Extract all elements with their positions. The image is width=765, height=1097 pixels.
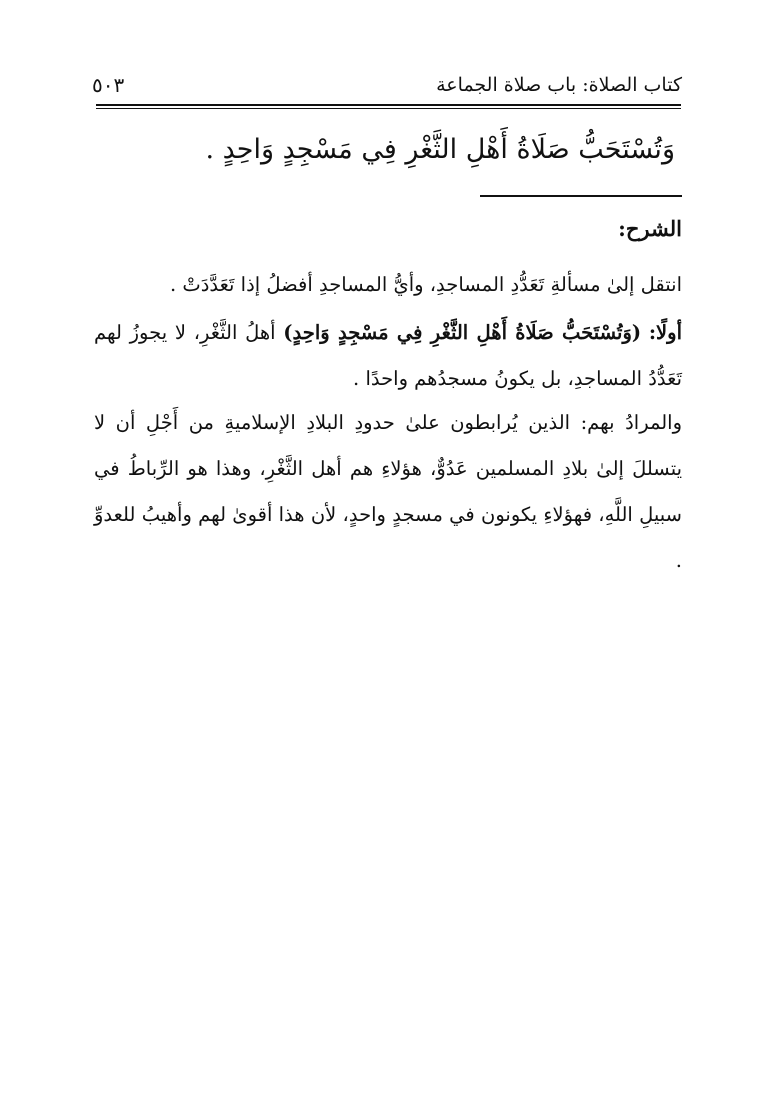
header-rule-thin [96, 108, 681, 109]
header-rule [96, 104, 681, 106]
sharh-paragraph-3: والمرادُ بهم: الذين يُرابطون علىٰ حدودِ البلادِ الإسلاميةِ من أَجْلِ أن لا يتسللَ إلىٰ بلادِ المسلمين عَدُوٌّ، هؤلاءِ هم أهل الثَّغْرِ، وهذا هو الرِّباطُ في سبيلِ اللَّهِ، فهؤلاءِ يكونون في مسجدٍ واحدٍ، لأن هذا أقوىٰ لهم وأهيبُ للعدوِّ . [94, 411, 682, 572]
paragraph-text: أهلُ الثَّغْرِ، لا يجوزُ لهم تَعَدُّدُ المساجدِ، بل يكونُ مسجدُهم واحدًا . [94, 321, 682, 390]
running-title: كتاب الصلاة: باب صلاة الجماعة [436, 74, 682, 96]
matn-quote: (وَتُسْتَحَبُّ صَلَاةُ أَهْلِ الثَّغْرِ فِي مَسْجِدٍ وَاحِدٍ) [283, 321, 642, 344]
sharh-label: الشرح: [618, 216, 682, 241]
matn-divider [480, 195, 682, 197]
sharh-paragraph-1: انتقل إلىٰ مسألةِ تَعَدُّدِ المساجدِ، وأيُّ المساجدِ أفضلُ إذا تَعَدَّدَتْ . [169, 273, 682, 296]
paragraph-lead: أولًا: [648, 321, 682, 344]
page-header [92, 62, 682, 102]
page-number: ٥٠٣ [92, 73, 125, 97]
sharh-paragraph-2 [94, 310, 682, 402]
matn-text: وَتُسْتَحَبُّ صَلَاةُ أَهْلِ الثَّغْرِ فِي مَسْجِدٍ وَاحِدٍ . [205, 134, 675, 165]
